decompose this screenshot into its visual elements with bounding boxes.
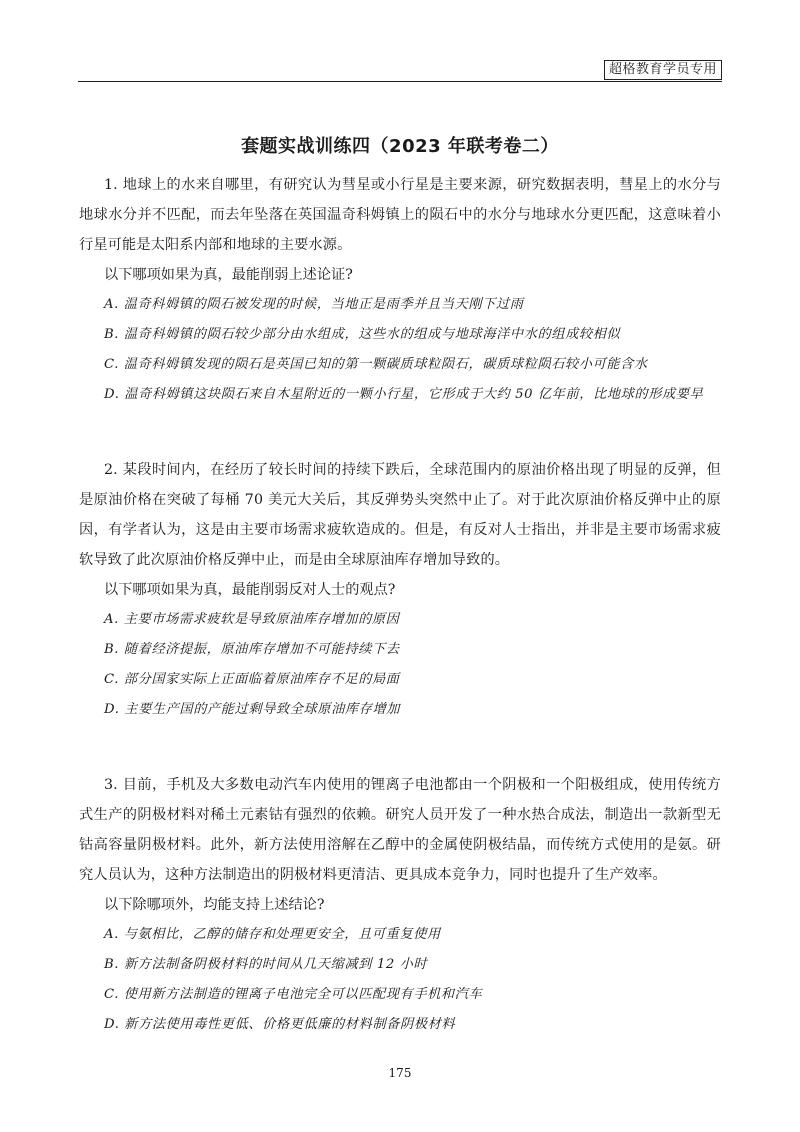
option-a: A. 主要市场需求疲软是导致原油库存增加的原因	[104, 612, 400, 627]
question-3	[79, 770, 721, 1040]
question-spacer	[79, 410, 721, 455]
question-spacer	[79, 725, 721, 770]
option-a: A. 温奇科姆镇的陨石被发现的时候，当地正是雨季并且当天刚下过雨	[104, 297, 524, 312]
option-d: D. 主要生产国的产能过剩导致全球原油库存增加	[104, 702, 401, 717]
header-badge: 超格教育学员专用	[604, 60, 722, 80]
question-1	[79, 170, 721, 410]
option-c: C. 部分国家实际上正面临着原油库存不足的局面	[104, 672, 400, 687]
question-stem: 1. 地球上的水来自哪里，有研究认为彗星或小行星是主要来源，研究数据表明，彗星上的水分与地球水分并不匹配，而去年坠落在英国温奇科姆镇上的陨石中的水分与地球水分更匹配，这意味着小行星可能是太阳系内部和地球的主要水源。	[79, 177, 721, 253]
question-list	[79, 170, 721, 1040]
option-b: B. 随着经济提振，原油库存增加不可能持续下去	[104, 642, 400, 657]
question-prompt: 以下除哪项外，均能支持上述结论?	[104, 897, 325, 913]
page-title: 套题实战训练四（2023 年联考卷二）	[241, 136, 559, 157]
question-stem: 3. 目前，手机及大多数电动汽车内使用的锂离子电池都由一个阴极和一个阳极组成，使用传统方式生产的阴极材料对稀土元素钴有强烈的依赖。研究人员开发了一种水热合成法，制造出一款新型无钴高容量阴极材料。此外，新方法使用溶解在乙醇中的金属使阴极结晶，而传统方式使用的是氨。研究人员认为，这种方法制造出的阴极材料更清洁、更具成本竞争力，同时也提升了生产效率。	[79, 777, 721, 883]
option-a: A. 与氨相比，乙醇的储存和处理更安全，且可重复使用	[104, 927, 441, 942]
option-d: D. 温奇科姆镇这块陨石来自木星附近的一颗小行星，它形成于大约 50 亿年前，比地球的形成要早	[104, 387, 704, 402]
option-b: B. 新方法制备阴极材料的时间从几天缩减到 12 小时	[104, 957, 428, 972]
option-d: D. 新方法使用毒性更低、价格更低廉的材料制备阴极材料	[104, 1017, 456, 1032]
page-number: 175	[388, 1066, 412, 1080]
option-c: C. 温奇科姆镇发现的陨石是英国已知的第一颗碳质球粒陨石，碳质球粒陨石较小可能含水	[104, 357, 648, 372]
question-2	[79, 455, 721, 725]
question-stem: 2. 某段时间内，在经历了较长时间的持续下跌后，全球范围内的原油价格出现了明显的反弹，但是原油价格在突破了每桶 70 美元大关后，其反弹势头突然中止了。对于此次原油价格反弹中止的原因，有学者认为，这是由主要市场需求疲软造成的。但是，有反对人士指出，并非是主要市场需求疲软导致了此次原油价格反弹中止，而是由全球原油库存增加导致的。	[79, 462, 721, 568]
question-prompt: 以下哪项如果为真，最能削弱反对人士的观点?	[104, 582, 396, 598]
option-b: B. 温奇科姆镇的陨石较少部分由水组成，这些水的组成与地球海洋中水的组成较相似	[104, 327, 621, 342]
option-c: C. 使用新方法制造的锂离子电池完全可以匹配现有手机和汽车	[104, 987, 483, 1002]
question-prompt: 以下哪项如果为真，最能削弱上述论证?	[104, 267, 353, 283]
header-rule	[78, 81, 722, 82]
